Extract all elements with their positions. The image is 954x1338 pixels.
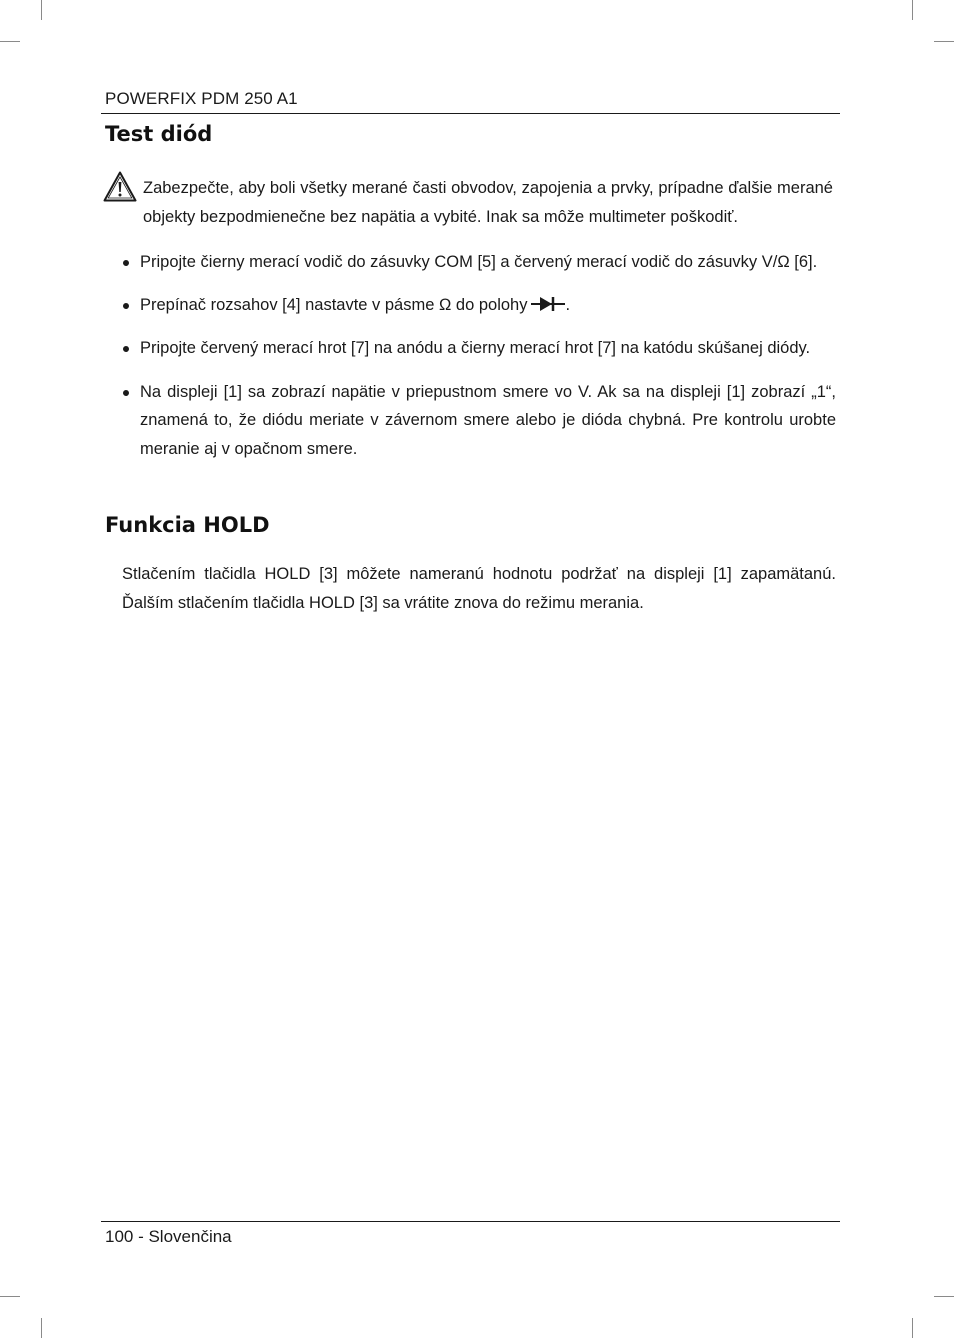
header-rule	[101, 113, 840, 114]
list-item: Na displeji [1] sa zobrazí napätie v priepustnom smere vo V. Ak sa na displeji [1] zobrazí „1“, znamená to, že diódu meriate v závernom smere alebo je dióda chybná. Pre kontrolu urobte meranie aj v opačnom smere.	[122, 378, 836, 464]
crop-mark	[41, 1318, 42, 1338]
section-heading-diode-test: Test diód	[105, 122, 213, 146]
page-footer-label: 100 - Slovenčina	[105, 1227, 232, 1246]
crop-mark	[912, 1318, 913, 1338]
warning-text: Zabezpečte, aby boli všetky merané časti obvodov, zapojenia a prvky, prípadne ďalšie merané objekty bezpodmienečne bez napätia a vybité. Inak sa môže multimeter poškodiť.	[143, 179, 833, 226]
page-header-title: POWERFIX PDM 250 A1	[105, 89, 298, 108]
crop-mark	[0, 1296, 20, 1297]
instruction-list	[122, 248, 836, 463]
diode-symbol-icon	[531, 296, 565, 312]
list-item-suffix: .	[565, 295, 571, 314]
warning-triangle-icon	[103, 171, 137, 202]
crop-mark	[934, 41, 954, 42]
section-heading-hold: Funkcia HOLD	[105, 513, 270, 537]
list-item: Pripojte čierny merací vodič do zásuvky COM [5] a červený merací vodič do zásuvky V/Ω [6].	[122, 248, 836, 277]
footer-rule	[101, 1221, 840, 1222]
list-item-text: Prepínač rozsahov [4] nastavte v pásme Ω do polohy	[140, 295, 528, 314]
crop-mark	[41, 0, 42, 20]
crop-mark	[0, 41, 20, 42]
hold-description: Stlačením tlačidla HOLD [3] môžete nameranú hodnotu podržať na displeji [1] zapamätanú. Ďalším stlačením tlačidla HOLD [3] sa vrátite znova do režimu merania.	[122, 565, 836, 612]
crop-mark	[912, 0, 913, 20]
list-item: Pripojte červený merací hrot [7] na anódu a čierny merací hrot [7] na katódu skúšanej diódy.	[122, 334, 836, 363]
crop-mark	[934, 1296, 954, 1297]
list-item	[122, 291, 836, 320]
